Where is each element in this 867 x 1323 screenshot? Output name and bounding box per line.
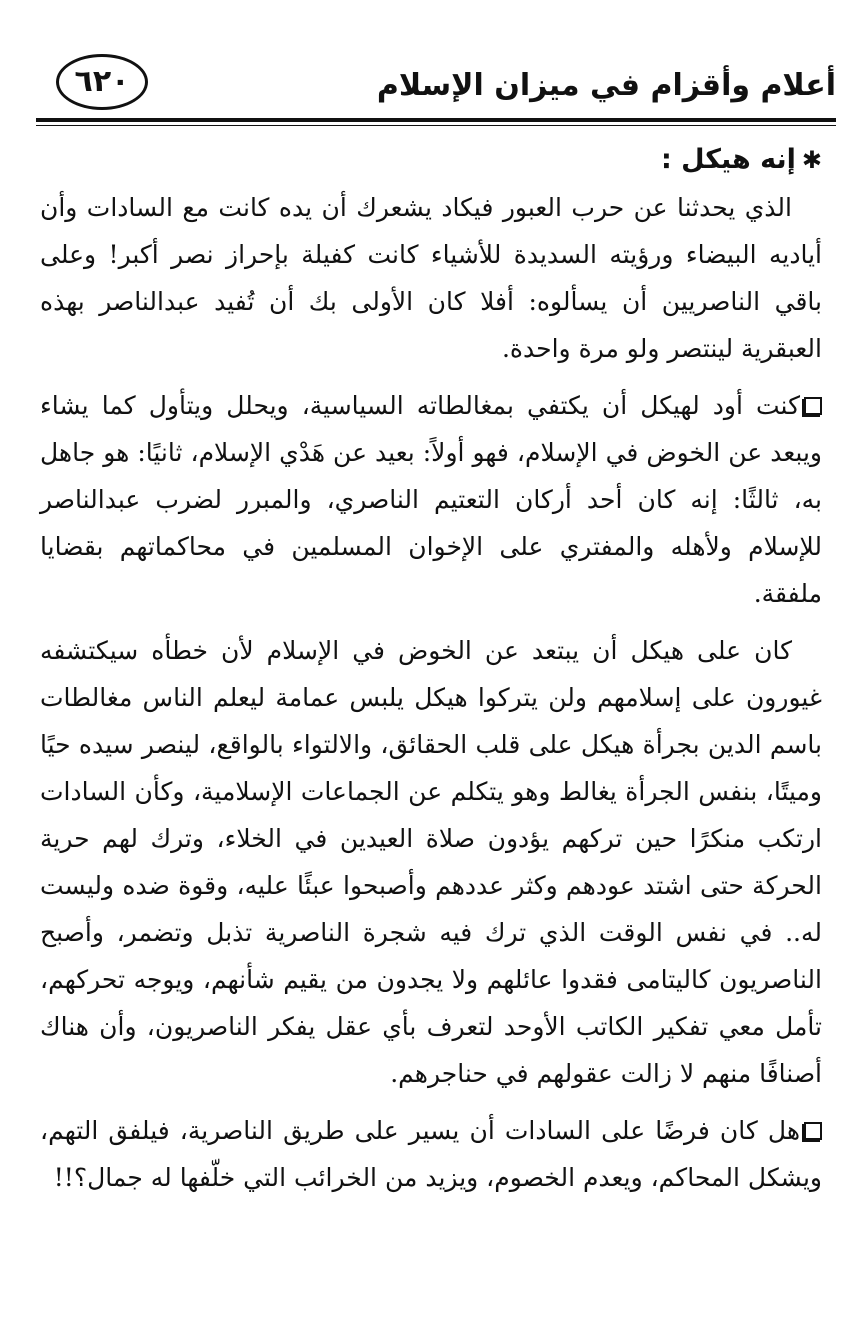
asterisk-icon: ✱: [801, 146, 822, 174]
paragraph: كان على هيكل أن يبتعد عن الخوض في الإسلام لأن خطأه سيكتشفه غيورون على إسلامهم ولن يتركوا هيكل يلبس عمامة ليعلم الناس مغالطات باسم الدين بجرأة هيكل على قلب الحقائق، والالتواء بالواقع، لينصر سيده حيًا وميتًا، بنفس الجرأة يغالط وهو يتكلم عن الجماعات الإسلامية، وكأن السادات ارتكب منكرًا حين تركهم يؤدون صلاة العيدين في الخلاء، وترك لهم حرية الحركة حتى اشتد عودهم وكثر عددهم وأصبحوا عبئًا عليه، وقوة ضده وليست له.. في نفس الوقت الذي ترك فيه شجرة الناصرية تذبل وتضمر، وأصبح الناصريون كاليتامى فقدوا عائلهم ولا يجدون من يقيم شأنهم، ويوجه تحركهم، تأمل معي تفكير الكاتب الأوحد لتعرف بأي عقل يفكر الناصريون، وأن هناك أصنافًا منهم لا زالت عقولهم في حناجرهم.: [40, 636, 823, 1088]
header-rule-thin: [36, 125, 836, 126]
section-heading-text: إنه هيكل :: [660, 144, 796, 175]
section-heading: [40, 138, 822, 182]
paragraph-boxed: [40, 382, 822, 617]
box-bullet-icon: [804, 1122, 822, 1140]
paragraph-text: هل كان فرضًا على السادات أن يسير على طريق الناصرية، فيلفق التهم، ويشكل المحاكم، ويعدم الخصوم، ويزيد من الخرائب التي خلّفها له جمال؟!!: [40, 1116, 822, 1192]
running-title: أعلام وأقزام في ميزان الإسلام: [376, 68, 836, 103]
paragraph: الذي يحدثنا عن حرب العبور فيكاد يشعرك أن يده كانت مع السادات وأن أياديه البيضاء ورؤيته السديدة للأشياء كانت كفيلة بإحراز نصر أكبر! وعلى باقي الناصريين أن يسألوه: أفلا كان الأولى بك أن تُفيد عبدالناصر بهذه العبقرية لينتصر ولو مرة واحدة.: [40, 193, 822, 363]
paragraph-boxed: [40, 1107, 822, 1201]
page-body: [40, 138, 822, 1211]
box-bullet-icon: [804, 397, 822, 415]
header-rule: [36, 118, 836, 122]
page-number: ٦٢٠: [56, 54, 148, 110]
paragraph-text: كنت أود لهيكل أن يكتفي بمغالطاته السياسية، ويحلل ويتأول كما يشاء ويبعد عن الخوض في الإسلام، فهو أولاً: بعيد عن هَدْي الإسلام، ثانيًا: هو جاهل به، ثالثًا: إنه كان أحد أركان التعتيم الناصري، والمبرر لضرب عبدالناصر للإسلام ولأهله والمفتري على الإخوان المسلمين في محاكماتهم بقضايا ملفقة.: [40, 391, 822, 608]
page-header: [36, 48, 836, 118]
